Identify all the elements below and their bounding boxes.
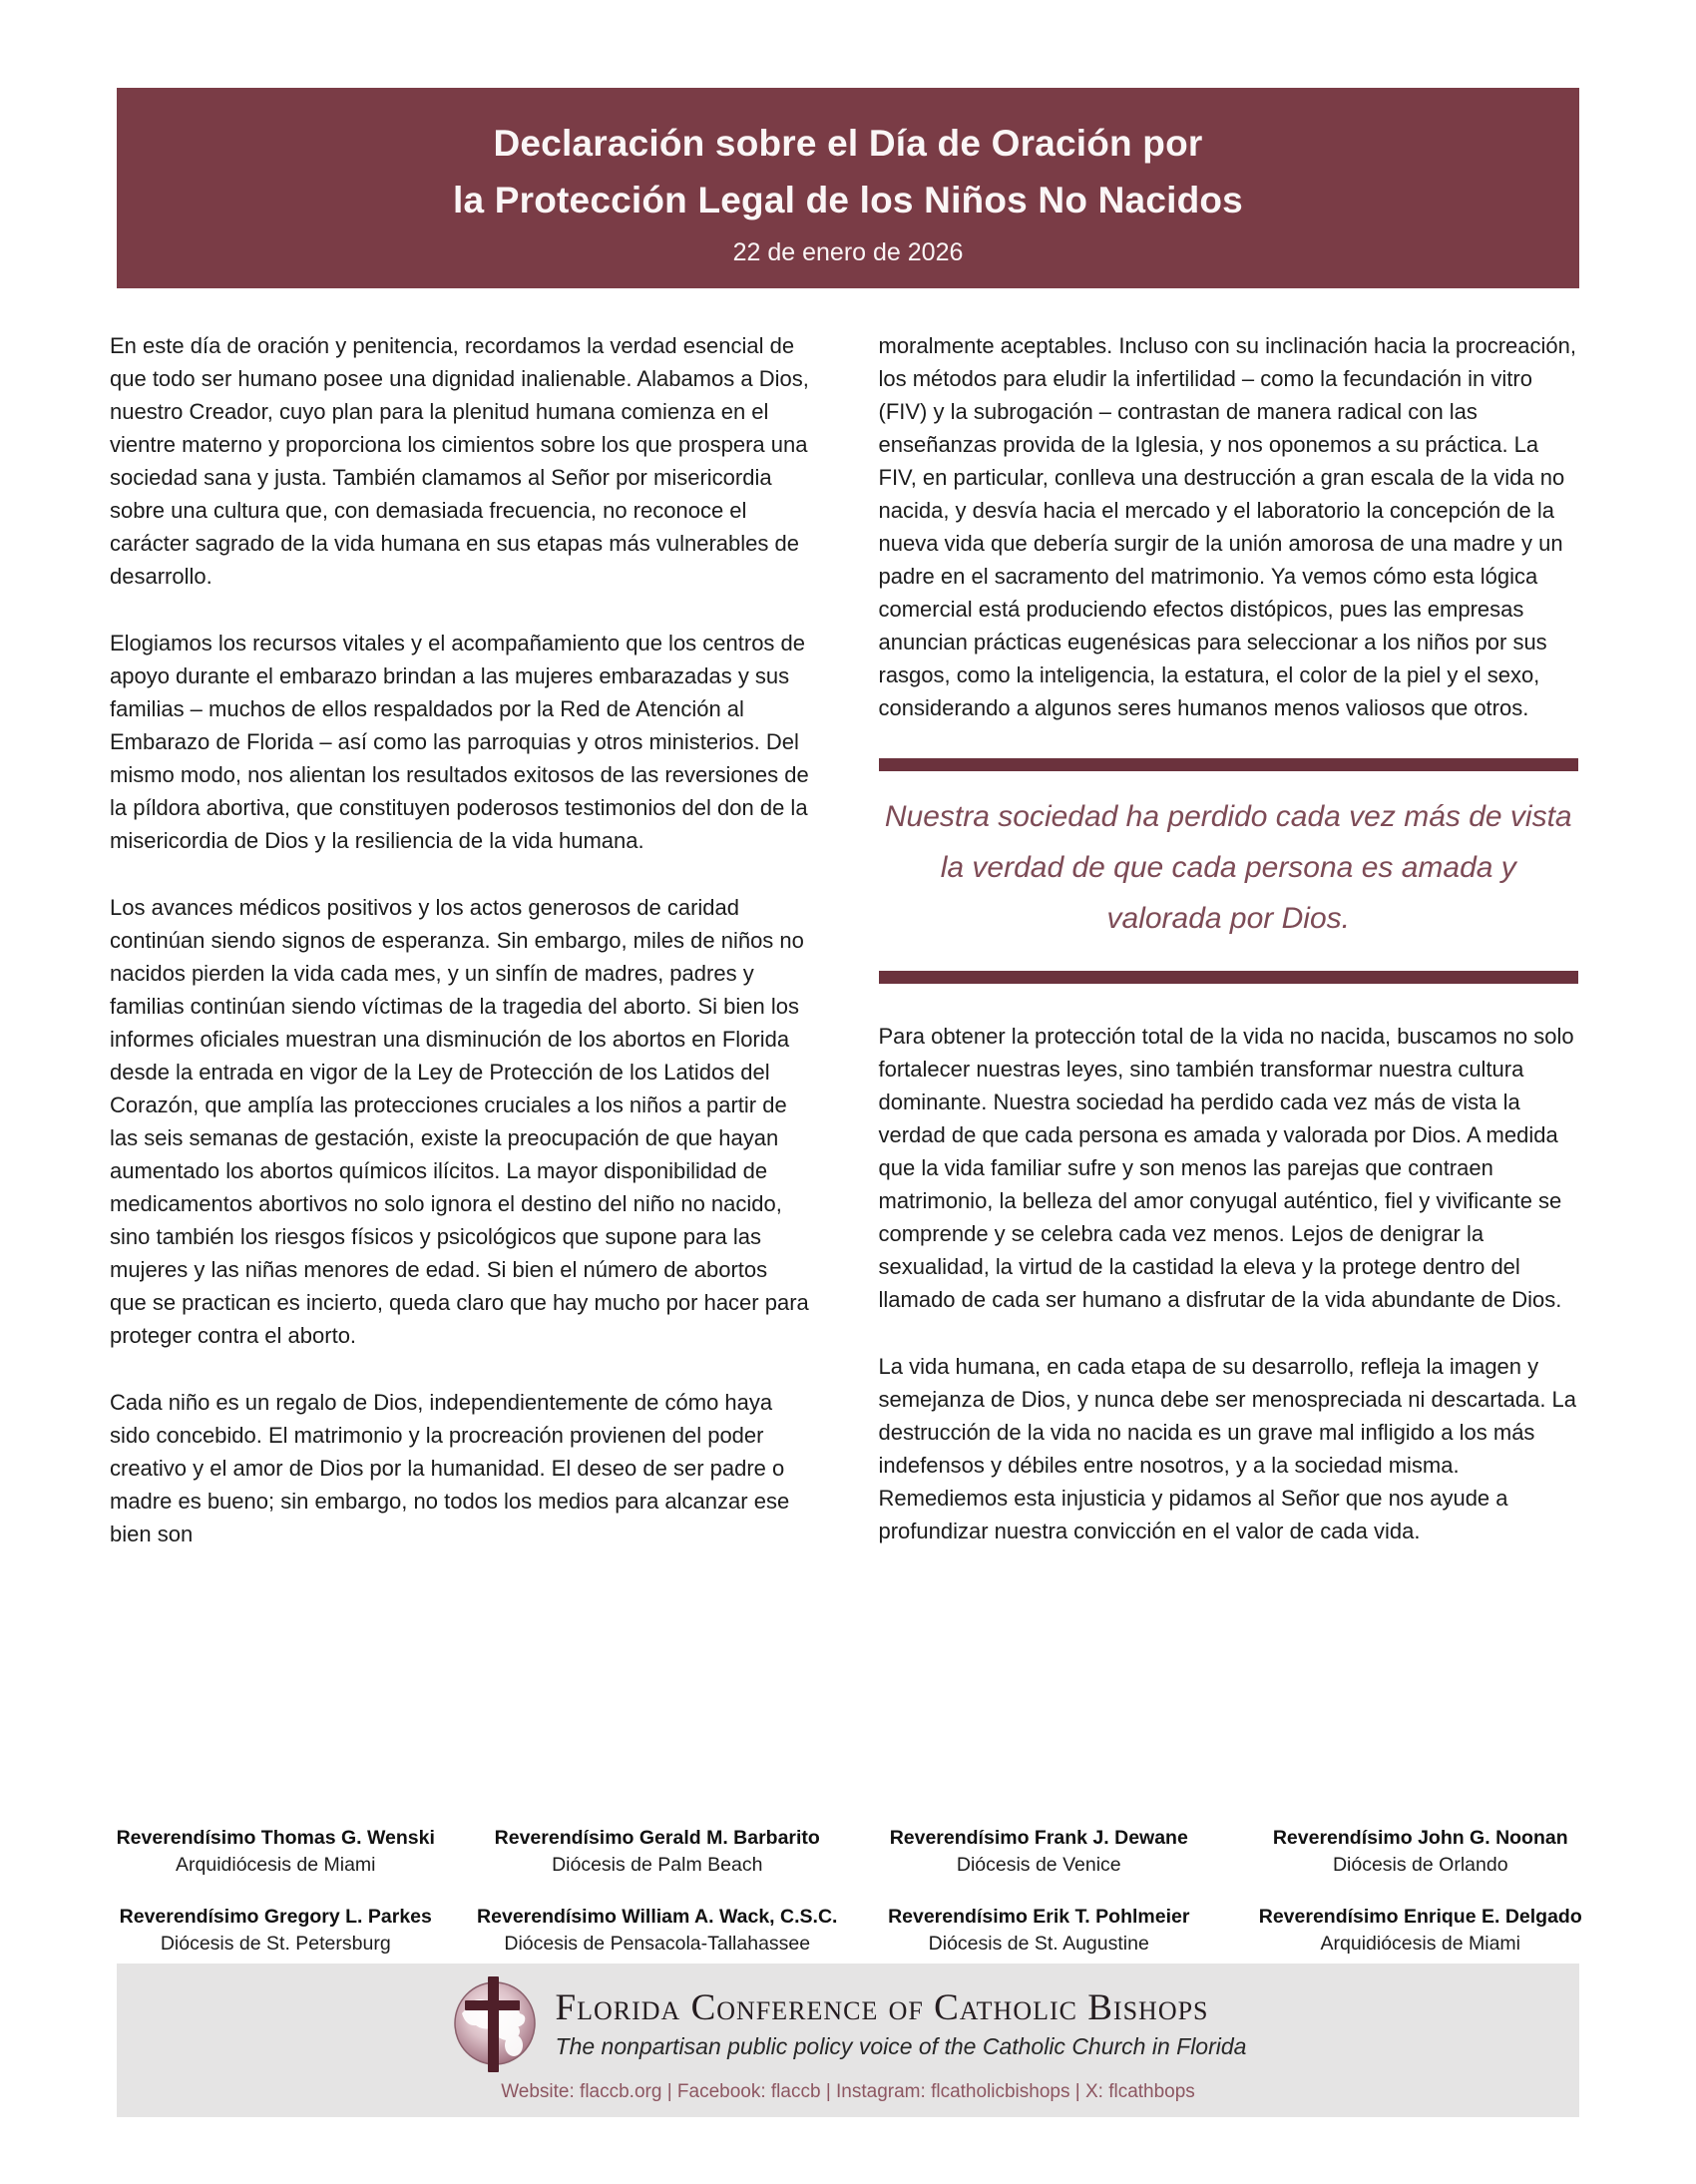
signatory-name: Reverendísimo John G. Noonan [1272, 1827, 1568, 1849]
signatory-diocese: Diócesis de Orlando [1332, 1854, 1508, 1876]
paragraph: La vida humana, en cada etapa de su desarrollo, refleja la imagen y semejanza de Dios, y nunca debe ser menospreciada ni descartada. La destrucción de la vida no nacida es un grave mal infligido a los más indefensos y débiles entre nosotros, y a la sociedad misma. Remediemos esta injusticia y pidamos al Señor que nos ayude a profundizar nuestra convicción en el valor de cada vida. [878, 1354, 1577, 1543]
signatory-name: Reverendísimo Gerald M. Barbarito [494, 1827, 820, 1849]
signatory-name: Reverendísimo Frank J. Dewane [889, 1827, 1188, 1849]
paragraph: Cada niño es un regalo de Dios, independientemente de cómo haya sido concebido. El matrimonio y la procreación provienen del poder creativo y el amor de Dios por la humanidad. El deseo de ser padre o madre es bueno; sin embargo, no todos los medios para alcanzar ese bien son [110, 1390, 790, 1546]
signatory-name: Reverendísimo Erik T. Pohlmeier [888, 1906, 1190, 1928]
paragraph: Los avances médicos positivos y los actos generosos de caridad continúan siendo signos de esperanza. Sin embargo, miles de niños no nacidos pierden la vida cada mes, y un sinfín de madres, padres y familias continúan siendo víctimas de la tragedia del aborto. Si bien los informes oficiales muestran una disminución de los abortos en Florida desde la entrada en vigor de la Ley de Protección de los Latidos del Corazón, que amplía las protecciones cruciales a los niños a partir de las seis semanas de gestación, existe la preocupación de que hayan aumentado los abortos químicos ilícitos. La mayor disponibilidad de medicamentos abortivos no solo ignora el destino del niño no nacido, sino también los riesgos físicos y psicológicos que supone para las mujeres y las niñas menores de edad. Si bien el número de abortos que se practican es incierto, queda claro que hay mucho por hacer para proteger contra el aborto. [110, 895, 809, 1348]
footer-brand-text [556, 1987, 1247, 2061]
signatory-name: Reverendísimo Thomas G. Wenski [116, 1827, 435, 1849]
organization-name: Florida Conference of Catholic Bishops [555, 1987, 1209, 2028]
footer-band [117, 1964, 1579, 2117]
organization-tagline: The nonpartisan public policy voice of the Catholic Church in Florida [555, 2033, 1247, 2059]
signatory-diocese: Arquidiócesis de Miami [176, 1854, 376, 1876]
signatory [85, 1905, 467, 1957]
document-title-line2: la Protección Legal de los Niños No Nacidos [453, 180, 1243, 220]
signatory [1230, 1826, 1612, 1878]
fccb-cross-globe-logo-icon [450, 1975, 542, 2073]
header-banner [117, 88, 1579, 288]
signatory [85, 1826, 467, 1878]
paragraph: Elogiamos los recursos vitales y el acompañamiento que los centros de apoyo durante el embarazo brindan a las mujeres embarazadas y sus familias – muchos de ellos respaldados por la Red de Atención al Embarazo de Florida – así como las parroquias y otros ministerios. Del mismo modo, nos alientan los resultados exitosos de las reversiones de la píldora abortiva, que constituyen poderosos testimonios del don de la misericordia de Dios y la resiliencia de la vida humana. [110, 631, 809, 853]
left-column [110, 329, 810, 1584]
paragraph: En este día de oración y penitencia, recordamos la verdad esencial de que todo ser humano posee una dignidad inalienable. Alabamos a Dios, nuestro Creador, cuyo plan para la plenitud humana comienza en el vientre materno y proporciona los cimientos sobre los que prospera una sociedad sana y justa. También clamamos al Señor por misericordia sobre una cultura que, con demasiada frecuencia, no reconoce el carácter sagrado de la vida humana en sus etapas más vulnerables de desarrollo. [110, 333, 809, 589]
signatory-diocese: Diócesis de Palm Beach [552, 1854, 763, 1876]
signatory-name: Reverendísimo Enrique E. Delgado [1258, 1906, 1582, 1928]
signatory-diocese: Arquidiócesis de Miami [1320, 1933, 1520, 1955]
paragraph: Para obtener la protección total de la vida no nacida, buscamos no solo fortalecer nuestras leyes, sino también transformar nuestra cultura dominante. Nuestra sociedad ha perdido cada vez más de vista la verdad de que cada persona es amada y valorada por Dios. A medida que la vida familiar sufre y son menos las parejas que contraen matrimonio, la belleza del amor conyugal auténtico, fiel y vivificante se comprende y se celebra cada vez menos. Lejos de denigrar la sexualidad, la virtud de la castidad la eleva y la protege dentro del llamado de cada ser humano a disfrutar de la vida abundante de Dios. [878, 1024, 1574, 1312]
signatures-section [85, 1826, 1611, 1957]
signatory [467, 1826, 849, 1878]
signatory-name: Reverendísimo William A. Wack, C.S.C. [477, 1906, 838, 1928]
document-date: 22 de enero de 2026 [732, 238, 964, 266]
signatory [848, 1826, 1230, 1878]
signatory [467, 1905, 849, 1957]
signatory-diocese: Diócesis de Venice [956, 1854, 1121, 1876]
signatory [1230, 1905, 1612, 1957]
footer-brand [117, 1964, 1579, 2073]
footer-social-line: Website: flaccb.org | Facebook: flaccb | Instagram: flcatholicbishops | X: flcathbops [501, 2081, 1195, 2102]
signatory-diocese: Diócesis de St. Augustine [928, 1933, 1149, 1955]
pull-quote: Nuestra sociedad ha perdido cada vez más de vista la verdad de que cada persona es amada y valorada por Dios. [879, 758, 1579, 984]
document-title-line1: Declaración sobre el Día de Oración por [493, 123, 1203, 164]
signatory [848, 1905, 1230, 1957]
signatory-diocese: Diócesis de St. Petersburg [160, 1933, 391, 1955]
body-columns [110, 329, 1578, 1584]
signatory-name: Reverendísimo Gregory L. Parkes [119, 1906, 432, 1928]
paragraph: moralmente aceptables. Incluso con su inclinación hacia la procreación, los métodos para eludir la infertilidad – como la fecundación in vitro (FIV) y la subrogación – contrastan de manera radical con las enseñanzas provida de la Iglesia, y nos oponemos a su práctica. La FIV, en particular, conlleva una destrucción a gran escala de la vida no nacida, y desvía hacia el mercado y el laboratorio la concepción de la nueva vida que debería surgir de la unión amorosa de una madre y un padre en el sacramento del matrimonio. Ya vemos cómo esta lógica comercial está produciendo efectos distópicos, pues las empresas anuncian prácticas eugenésicas para seleccionar a los niños por sus rasgos, como la inteligencia, la estatura, el color de la piel y el sexo, considerando a algunos seres humanos menos valiosos que otros. [878, 333, 1576, 720]
right-column [879, 329, 1579, 1584]
signatory-diocese: Diócesis de Pensacola-Tallahassee [504, 1933, 811, 1955]
